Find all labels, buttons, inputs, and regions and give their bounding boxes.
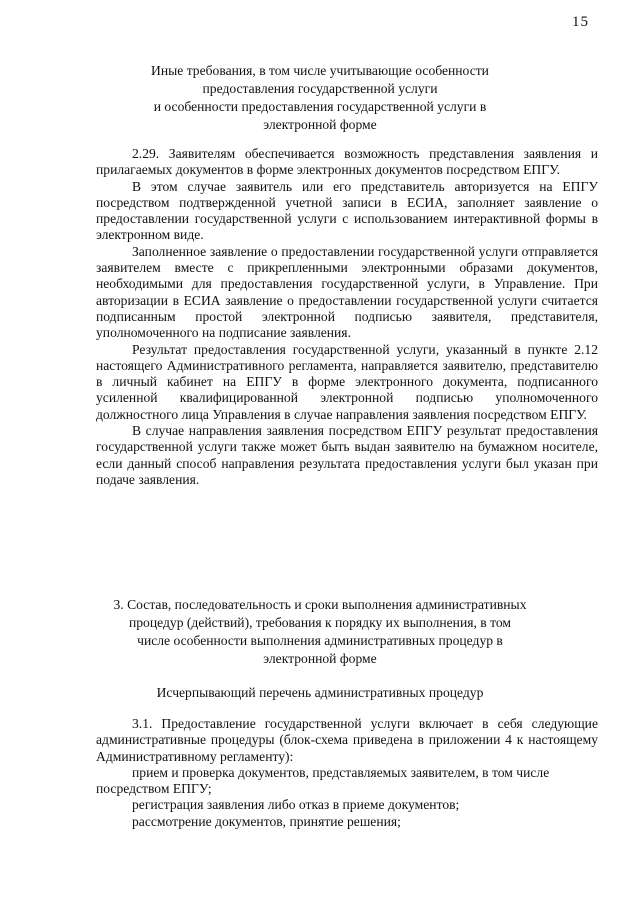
procedure-item: прием и проверка документов, представляемых заявителем, в том числе посредством ЕПГУ;	[96, 764, 550, 797]
chapter-heading-line: процедур (действий), требования к порядку их выполнения, в том	[128, 615, 512, 630]
procedures-body	[96, 716, 598, 830]
section-heading-line: предоставления государственной услуги	[202, 81, 438, 96]
paragraph-submission: Заполненное заявление о предоставлении государственной услуги отправляется заявителем вместе с прикрепленными электронными образами документов, необходимыми для предоставления государственной услуги, в Управление. При авторизации в ЕСИА заявление о предоставлении государственной услуги считается подписанным простой электронной подписью заявителя, представителя, уполномоченного на подписание заявления.	[96, 243, 598, 341]
paragraph-3-1: 3.1. Предоставление государственной услуги включает в себя следующие административные процедуры (блок-схема приведена в приложении 4 к настоящему Административному регламенту):	[96, 716, 598, 764]
paragraph-paper-result: В случае направления заявления посредством ЕПГУ результат предоставления государственной услуги также может быть выдан заявителю на бумажном носителе, если данный способ направления результата предоставления услуги был указан при подаче заявления.	[96, 423, 598, 487]
section-heading-line: электронной форме	[263, 117, 377, 132]
paragraph-authorization: В этом случае заявитель или его представитель авторизуется на ЕПГУ посредством подтвержденной учетной записи в ЕСИА, заполняет заявление о предоставлении государственной услуги с использованием интерактивной формы в электронном виде.	[96, 178, 598, 243]
chapter-heading	[0, 596, 640, 668]
paragraph-result: Результат предоставления государственной услуги, указанный в пункте 2.12 настоящего Административного регламента, направляется заявителю, представителю в личный кабинет на ЕПГУ в форме электронного документа, подписанного усиленной квалифицированной электронной подписью уполномоченного должностного лица Управления в случае направления заявления посредством ЕПГУ.	[96, 341, 598, 422]
chapter-heading-line: 3. Состав, последовательность и сроки выполнения административных	[113, 597, 527, 612]
section-heading-line: и особенности предоставления государственной услуги в	[153, 99, 487, 114]
procedure-item: регистрация заявления либо отказ в приеме документов;	[132, 797, 460, 813]
subheading: Исчерпывающий перечень административных процедур	[156, 685, 484, 700]
section-heading	[0, 62, 640, 134]
procedure-item: рассмотрение документов, принятие решения;	[132, 813, 401, 829]
chapter-heading-line: числе особенности выполнения административных процедур в	[137, 633, 503, 648]
paragraph-2-29: 2.29. Заявителям обеспечивается возможность представления заявления и прилагаемых документов в форме электронных документов посредством ЕПГУ.	[96, 146, 598, 178]
section-heading-line: Иные требования, в том числе учитывающие особенности	[151, 63, 489, 78]
section-body	[96, 146, 598, 488]
page-number: 15	[572, 14, 589, 30]
chapter-heading-line: электронной форме	[263, 651, 377, 666]
